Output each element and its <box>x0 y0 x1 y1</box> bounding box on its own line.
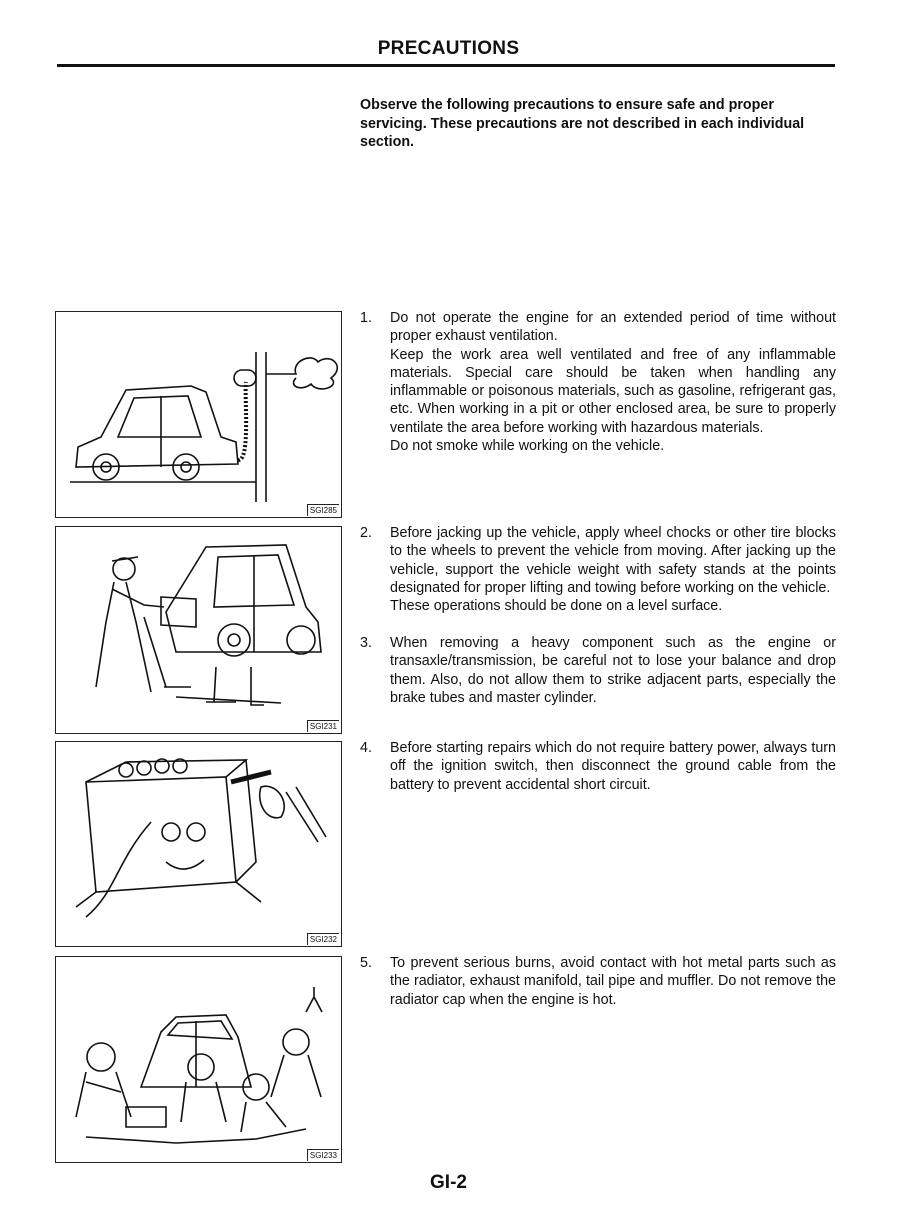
precaution-item-3 <box>360 634 836 707</box>
figure-code: SGI285 <box>307 504 339 516</box>
figure-battery <box>55 741 342 947</box>
item-number: 4. <box>360 740 372 756</box>
title-rule <box>57 64 835 67</box>
item-number: 2. <box>360 525 372 541</box>
battery-disconnect-illustration <box>56 742 341 946</box>
figure-code: SGI232 <box>307 933 339 945</box>
precaution-item-5 <box>360 954 836 1009</box>
item-paragraph: Before jacking up the vehicle, apply wheel chocks or other tire blocks to the wheels to prevent the vehicle from moving. After jacking up the vehicle, support the vehicle weight with safety stands at the points designated for proper lifting and towing before working on the vehicle. <box>390 525 836 596</box>
item-paragraph: These operations should be done on a level surface. <box>390 598 723 615</box>
mechanic-jacking-car-illustration <box>56 527 341 733</box>
figure-exhaust-ventilation <box>55 311 342 518</box>
intro-text: Observe the following precautions to ensure safe and proper servicing. These precautions are not described in each individual section. <box>360 97 805 150</box>
figure-code: SGI231 <box>307 720 339 732</box>
figure-hot-parts <box>55 956 342 1163</box>
item-paragraph: Keep the work area well ventilated and free of any inflammable materials. Special care should be taken when handling any inflammable or poisonous materials, such as gasoline, refrigerant gas, etc. When working in a pit or other enclosed area, be sure to properly ventilate the area before working with hazardous materials. <box>390 346 836 436</box>
item-number: 3. <box>360 635 372 651</box>
page-number: GI-2 <box>430 1172 467 1193</box>
item-paragraph: Do not smoke while working on the vehicle. <box>390 438 665 455</box>
figure-jacking <box>55 526 342 734</box>
precaution-item-2 <box>360 524 836 615</box>
figure-code: SGI233 <box>307 1149 339 1161</box>
item-number: 5. <box>360 955 372 971</box>
precaution-item-4 <box>360 739 836 794</box>
page-title: PRECAUTIONS <box>377 38 520 59</box>
item-paragraph: When removing a heavy component such as the engine or transaxle/transmission, be careful not to lose your balance and drop them. Also, do not allow them to strike adjacent parts, especially the brake tubes and master cylinder. <box>390 635 836 706</box>
item-paragraph: Before starting repairs which do not require battery power, always turn off the ignition switch, then disconnect the ground cable from the battery to prevent accidental short circuit. <box>390 740 836 793</box>
car-exhaust-ventilation-illustration <box>56 312 341 517</box>
item-paragraph: Do not operate the engine for an extended period of time without proper exhaust ventilation. <box>390 310 836 345</box>
hot-parts-burn-illustration <box>56 957 341 1162</box>
precaution-item-1 <box>360 309 836 455</box>
item-paragraph: To prevent serious burns, avoid contact with hot metal parts such as the radiator, exhaust manifold, tail pipe and muffler. Do not remove the radiator cap when the engine is hot. <box>390 955 836 1008</box>
item-number: 1. <box>360 310 372 326</box>
